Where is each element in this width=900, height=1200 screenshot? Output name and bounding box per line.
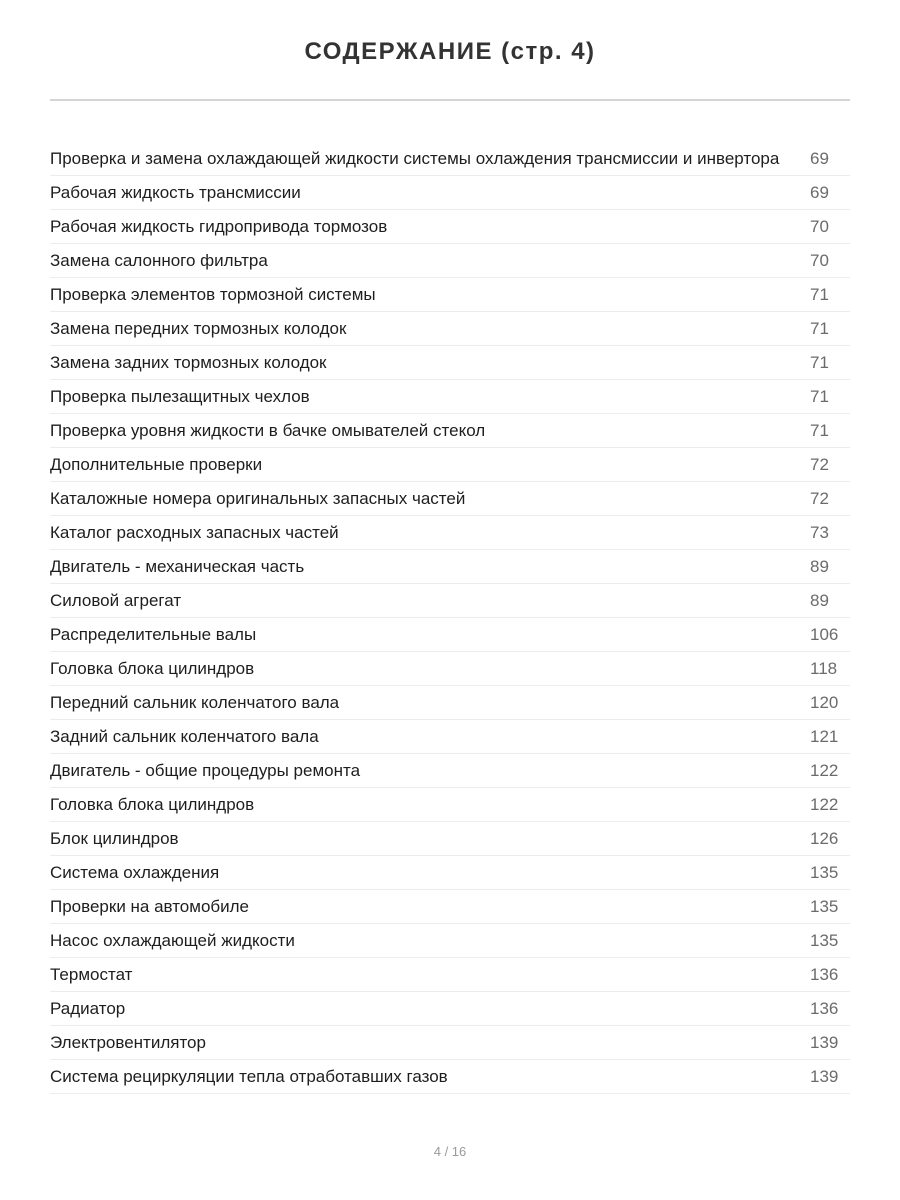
- toc-row[interactable]: [50, 210, 850, 244]
- toc-row[interactable]: [50, 652, 850, 686]
- toc-entry-title: Система рециркуляции тепла отработавших газов: [50, 1067, 448, 1086]
- toc-page-number: 71: [810, 285, 829, 304]
- toc-page-number: 73: [810, 523, 829, 542]
- toc-page-number: 139: [810, 1033, 839, 1052]
- toc-row[interactable]: [50, 244, 850, 278]
- toc-row[interactable]: [50, 550, 850, 584]
- toc-entry-title: Дополнительные проверки: [50, 455, 263, 474]
- toc-page-number: 72: [810, 489, 829, 508]
- toc-entry-title: Замена салонного фильтра: [50, 251, 268, 270]
- toc-page-number: 136: [810, 965, 839, 984]
- toc-page-number: 121: [810, 727, 839, 746]
- toc-entry-title: Рабочая жидкость гидропривода тормозов: [50, 217, 388, 236]
- toc-row[interactable]: [50, 924, 850, 958]
- toc-row[interactable]: [50, 1060, 850, 1094]
- toc-page-number: 136: [810, 999, 839, 1018]
- toc-page-number: 89: [810, 591, 829, 610]
- toc-entry-title: Каталожные номера оригинальных запасных частей: [50, 489, 466, 508]
- toc-page-number: 135: [810, 931, 839, 950]
- toc-page-number: 71: [810, 353, 829, 372]
- toc-entry-title: Проверка уровня жидкости в бачке омывателей стекол: [50, 421, 486, 440]
- toc-row[interactable]: [50, 380, 850, 414]
- toc-page-number: 120: [810, 693, 839, 712]
- toc-page-number: 72: [810, 455, 829, 474]
- toc-row[interactable]: [50, 754, 850, 788]
- toc-entry-title: Проверка элементов тормозной системы: [50, 285, 376, 304]
- toc-entry-title: Головка блока цилиндров: [50, 659, 255, 678]
- toc-page-number: 69: [810, 149, 829, 168]
- page-indicator: 4 / 16: [433, 1144, 467, 1159]
- toc-entry-title: Система охлаждения: [50, 863, 220, 882]
- toc-row[interactable]: [50, 1026, 850, 1060]
- toc-entry-title: Проверка пылезащитных чехлов: [50, 387, 310, 406]
- toc-row[interactable]: [50, 516, 850, 550]
- toc-entry-title: Радиатор: [50, 999, 126, 1018]
- toc-entry-title: Головка блока цилиндров: [50, 795, 255, 814]
- toc-row[interactable]: [50, 822, 850, 856]
- table-of-contents: [50, 124, 850, 1094]
- toc-page-number: 139: [810, 1067, 839, 1086]
- toc-entry-title: Силовой агрегат: [50, 591, 182, 610]
- toc-entry-title: Замена задних тормозных колодок: [50, 353, 327, 372]
- toc-row[interactable]: [50, 448, 850, 482]
- toc-row[interactable]: [50, 618, 850, 652]
- toc-page-number: 135: [810, 863, 839, 882]
- title-divider: [50, 99, 850, 101]
- toc-entry-title: Задний сальник коленчатого вала: [50, 727, 319, 746]
- toc-entry-title: Двигатель - общие процедуры ремонта: [50, 761, 361, 780]
- toc-page-number: 70: [810, 217, 829, 236]
- toc-entry-title: Рабочая жидкость трансмиссии: [50, 183, 301, 202]
- toc-entry-title: Термостат: [50, 965, 133, 984]
- toc-page-number: 70: [810, 251, 829, 270]
- toc-page-number: 122: [810, 795, 839, 814]
- page-title: СОДЕРЖАНИЕ (стр. 4): [304, 38, 596, 65]
- toc-row[interactable]: [50, 482, 850, 516]
- toc-page-number: 135: [810, 897, 839, 916]
- toc-row[interactable]: [50, 312, 850, 346]
- toc-row[interactable]: [50, 414, 850, 448]
- toc-row[interactable]: [50, 788, 850, 822]
- toc-row[interactable]: [50, 856, 850, 890]
- toc-page-number: 122: [810, 761, 839, 780]
- toc-entry-title: Насос охлаждающей жидкости: [50, 931, 295, 950]
- toc-row[interactable]: [50, 958, 850, 992]
- toc-row[interactable]: [50, 124, 850, 176]
- toc-entry-title: Проверки на автомобиле: [50, 897, 250, 916]
- toc-row[interactable]: [50, 176, 850, 210]
- toc-page-number: 71: [810, 319, 829, 338]
- toc-entry-title: Замена передних тормозных колодок: [50, 319, 347, 338]
- toc-page-number: 71: [810, 421, 829, 440]
- toc-row[interactable]: [50, 278, 850, 312]
- toc-page-number: 106: [810, 625, 839, 644]
- toc-row[interactable]: [50, 686, 850, 720]
- toc-row[interactable]: [50, 584, 850, 618]
- toc-page-number: 69: [810, 183, 829, 202]
- toc-row[interactable]: [50, 346, 850, 380]
- toc-row[interactable]: [50, 890, 850, 924]
- toc-page-number: 89: [810, 557, 829, 576]
- toc-page-number: 71: [810, 387, 829, 406]
- toc-page-number: 126: [810, 829, 839, 848]
- toc-row[interactable]: [50, 720, 850, 754]
- toc-entry-title: Передний сальник коленчатого вала: [50, 693, 340, 712]
- toc-entry-title: Каталог расходных запасных частей: [50, 523, 339, 542]
- toc-page-number: 118: [810, 659, 838, 678]
- toc-entry-title: Блок цилиндров: [50, 829, 179, 848]
- toc-entry-title: Проверка и замена охлаждающей жидкости системы охлаждения трансмиссии и инвертора: [50, 149, 780, 168]
- toc-row[interactable]: [50, 992, 850, 1026]
- toc-entry-title: Электровентилятор: [50, 1033, 206, 1052]
- toc-entry-title: Распределительные валы: [50, 625, 257, 644]
- toc-entry-title: Двигатель - механическая часть: [50, 557, 305, 576]
